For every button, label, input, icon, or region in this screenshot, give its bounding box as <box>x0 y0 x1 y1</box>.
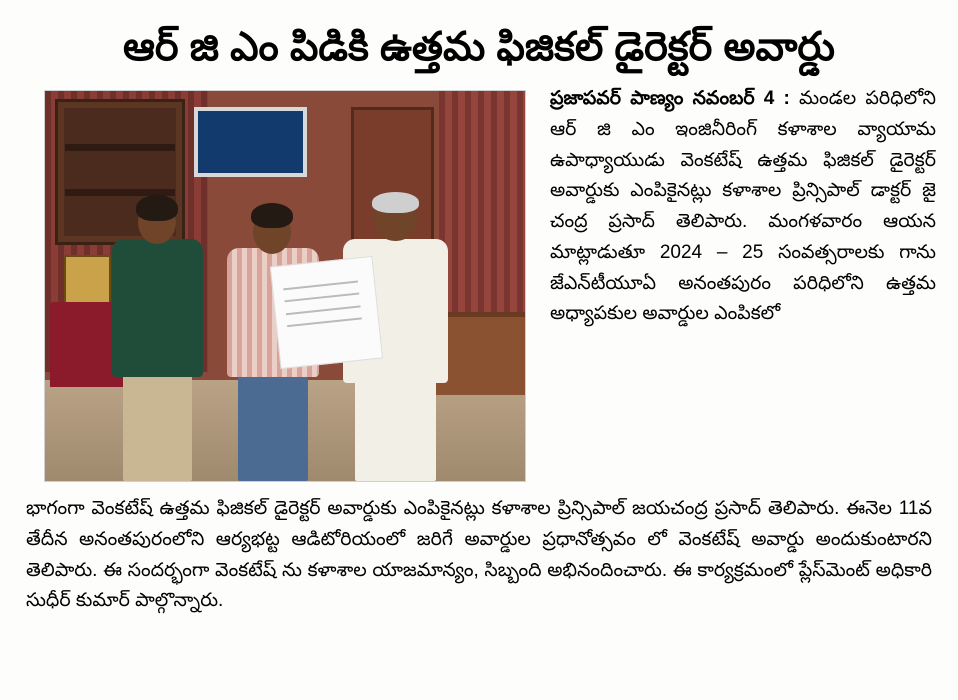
photo-notice-board <box>194 107 308 177</box>
award-certificate-handover-photo <box>44 90 526 482</box>
article-body <box>22 84 936 617</box>
photo-person-hair <box>136 195 178 221</box>
photo-person-torso <box>112 239 203 378</box>
photo-person-hair <box>251 203 293 228</box>
dateline: ప్రజాపవర్ పాణ్యం నవంబర్ 4 : <box>550 88 790 109</box>
photo-person-legs <box>123 371 192 481</box>
column-paragraph: మండల పరిధిలోని ఆర్ జి ఎం ఇంజినీరింగ్ కళాశాల వ్యాయామ ఉపాధ్యాయుడు వెంకటేష్ ఉత్తమ ఫిజికల్ డైరెక్టర్ అవార్డుకు ఎంపికైనట్లు కళాశాల ప్రిన్సిపాల్ డాక్టర్ జై చంద్ర ప్రసాద్ తెలిపారు. మంగళవారం ఆయన మాట్లాడుతూ 2024 – 25 సంవత్సరాలకు గాను జేఎన్‌టీయూఏ అనంతపురం పరిధిలోని ఉత్తమ అధ్యాపకుల అవార్డుల ఎంపికలో <box>550 88 936 325</box>
photo-person-legs <box>355 377 435 481</box>
photo-person-hair <box>372 192 418 212</box>
photo-certificate <box>270 256 383 370</box>
page-title: ఆర్ జి ఎం పిడికి ఉత్తమ ఫిజికల్ డైరెక్టర్ అవార్డు <box>123 25 835 69</box>
photo-curtain-right <box>439 91 525 348</box>
photo-person-left <box>112 192 203 481</box>
photo-cabinet-shelf <box>65 144 175 151</box>
photo-person-legs <box>238 371 307 481</box>
article-continuation: భాగంగా వెంకటేష్ ఉత్తమ ఫిజికల్ డైరెక్టర్ అవార్డుకు ఎంపికైనట్లు కళాశాల ప్రిన్సిపాల్ జయచంద్ర ప్రసాద్ తెలిపారు. ఈనెల 11వ తేదీన అనంతపురంలోని ఆర్యభట్ట ఆడిటోరియంలో జరిగే అవార్డుల ప్రధానోత్సవం లో వెంకటేష్ అవార్డు అందుకుంటారని తెలిపారు. ఈ సందర్భంగా వెంకటేష్ ను కళాశాల యాజమాన్యం, సిబ్బంది అభినందించారు. ఈ కార్యక్రమంలో ప్లేస్‌మెంట్ అధికారి సుధీర్ కుమార్ పాల్గొన్నారు. <box>26 498 932 612</box>
